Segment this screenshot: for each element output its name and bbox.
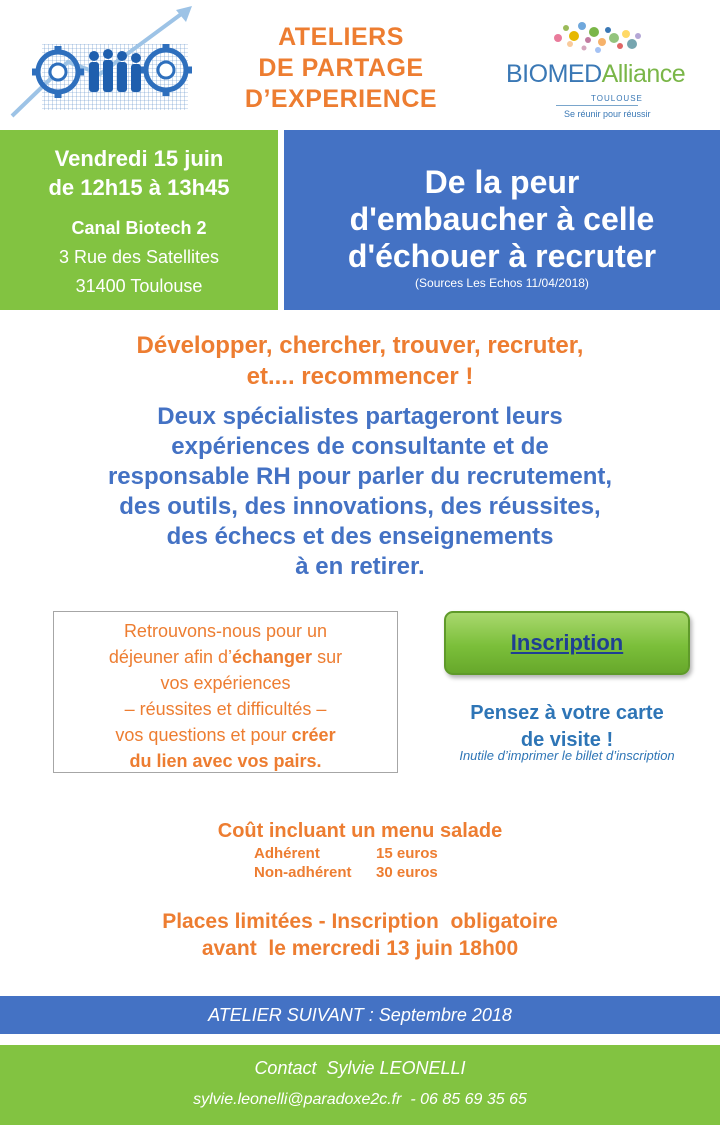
- meet-text: vos questions et pour: [115, 725, 292, 745]
- teamwork-gears-logo: [8, 4, 198, 122]
- business-card-reminder: [420, 700, 714, 754]
- event-date: [0, 144, 278, 202]
- meet-text: déjeuner afin d’: [108, 647, 233, 667]
- event-venue: [0, 214, 278, 301]
- headline-source: (Sources Les Echos 11/04/2018): [415, 276, 589, 290]
- price-value: 30 euros: [376, 864, 438, 881]
- description-line: des échecs et des enseignements: [166, 523, 554, 550]
- pricing-title: Coût incluant un menu salade: [217, 820, 503, 842]
- title-line: DE PARTAGE: [258, 54, 424, 82]
- partner-name-part2: Alliance: [601, 60, 686, 88]
- partner-name: [506, 60, 685, 89]
- headline-line: De la peur: [424, 164, 580, 200]
- description-line: responsable RH pour parler du recrutement,: [107, 463, 613, 490]
- inscription-button[interactable]: [444, 611, 690, 675]
- price-value: 15 euros: [376, 845, 438, 862]
- biomed-alliance-dots-logo: [496, 14, 696, 64]
- headline-line: d'embaucher à celle: [349, 201, 655, 237]
- places-line: avant le mercredi 13 juin 18h00: [201, 937, 519, 960]
- partner-name-part1: BIOMED: [506, 60, 602, 88]
- meet-line: [54, 722, 397, 748]
- description-line: des outils, des innovations, des réussites,: [119, 493, 601, 520]
- price-label: Adhérent: [254, 845, 320, 862]
- title-line: D’EXPERIENCE: [244, 85, 438, 113]
- headline-line: d'échouer à recruter: [347, 238, 657, 274]
- meet-emphasis: du lien avec vos pairs.: [129, 751, 322, 771]
- price-row-member: [254, 845, 554, 862]
- event-details-panel: [0, 130, 278, 310]
- description-line: à en retirer.: [295, 553, 425, 580]
- venue-name: Canal Biotech 2: [71, 218, 207, 238]
- card-note-line: Pensez à votre carte: [470, 702, 664, 724]
- meet-line: Retrouvons-nous pour un: [123, 621, 328, 641]
- event-topic-panel: [284, 130, 720, 310]
- contact-details[interactable]: sylvie.leonelli@paradoxe2c.fr - 06 85 69 35 65: [193, 1091, 527, 1108]
- workshop-title: [200, 22, 482, 115]
- meet-emphasis: créer: [291, 725, 336, 745]
- slogan: [0, 330, 720, 392]
- meet-line: [54, 644, 397, 670]
- contact-bar: [0, 1045, 720, 1125]
- meet-emphasis: échanger: [232, 647, 313, 667]
- places-line: Places limitées - Inscription obligatoire: [162, 910, 558, 933]
- biomed-alliance-logo: [496, 14, 696, 124]
- event-date-line: Vendredi 15 juin: [54, 146, 224, 171]
- title-line: ATELIERS: [278, 23, 404, 51]
- description-line: Deux spécialistes partageront leurs: [157, 403, 563, 430]
- description-line: expériences de consultante et de: [171, 433, 549, 460]
- meet-line: – réussites et difficultés –: [124, 699, 327, 719]
- venue-city: 31400 Toulouse: [75, 276, 203, 296]
- price-row-non-member: [254, 864, 554, 881]
- meet-line: [54, 748, 397, 774]
- contact-name: Contact Sylvie LEONELLI: [254, 1058, 466, 1078]
- inscription-link[interactable]: Inscription: [510, 630, 624, 655]
- next-workshop-bar: [0, 996, 720, 1034]
- limited-places-notice: [0, 908, 720, 962]
- partner-city: TOULOUSE: [591, 94, 643, 103]
- partner-divider: [556, 105, 638, 106]
- next-workshop-text: ATELIER SUIVANT : Septembre 2018: [208, 1004, 512, 1025]
- card-note-line: de visite !: [520, 729, 614, 751]
- ticket-print-note: Inutile d’imprimer le billet d’inscription: [459, 748, 675, 763]
- partner-tagline: Se réunir pour réussir: [564, 109, 651, 119]
- slogan-line: Développer, chercher, trouver, recruter,: [136, 332, 584, 359]
- meet-line: vos expériences: [160, 673, 291, 693]
- lunch-invitation-box: [53, 611, 398, 773]
- slogan-line: et.... recommencer !: [246, 363, 474, 390]
- workshop-description: [0, 402, 720, 582]
- venue-street: 3 Rue des Satellites: [58, 247, 220, 267]
- price-label: Non-adhérent: [254, 864, 352, 881]
- event-time-line: de 12h15 à 13h45: [48, 175, 230, 200]
- meet-text: sur: [312, 647, 343, 667]
- event-headline: [284, 164, 720, 275]
